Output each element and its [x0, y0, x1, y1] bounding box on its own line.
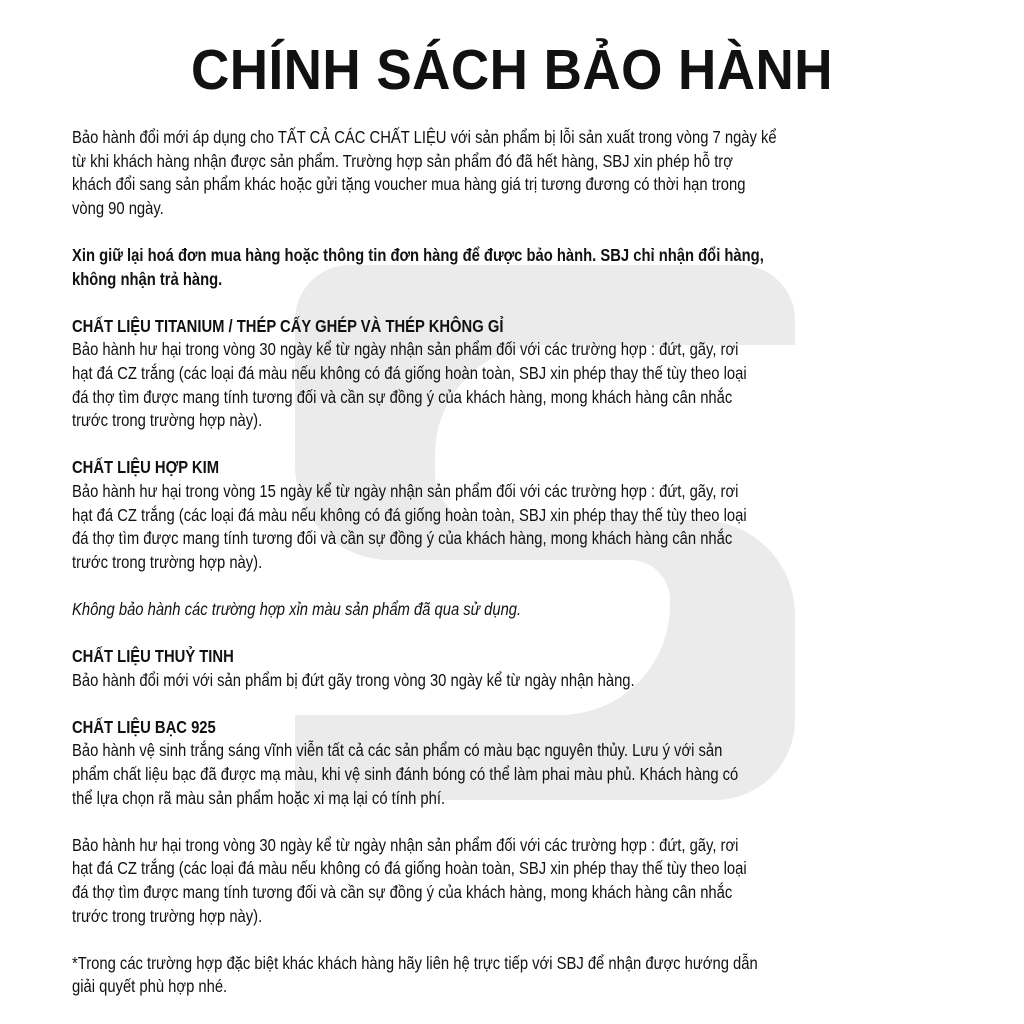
paragraph-gap: [72, 928, 1024, 952]
paragraph-gap: [72, 810, 1024, 834]
text-line: Không bảo hành các trường hợp xỉn màu sản phẩm đã qua sử dụng.: [72, 598, 522, 619]
section-heading: CHẤT LIỆU TITANIUM / THÉP CẤY GHÉP VÀ THÉP KHÔNG GỈ: [72, 315, 504, 336]
paragraph-gap: [72, 621, 1024, 645]
text-line: trước trong trường hợp này).: [72, 410, 263, 431]
paragraph-gap: [72, 574, 1024, 598]
paragraph-gap: [72, 291, 1024, 315]
policy-paragraph: [72, 126, 1024, 220]
policy-content: [72, 126, 1024, 999]
policy-paragraph: [72, 834, 1024, 928]
policy-paragraph: [72, 598, 1024, 622]
text-line: không nhận trả hàng.: [72, 268, 223, 289]
text-line: vòng 90 ngày.: [72, 197, 164, 218]
text-line: Bảo hành đổi mới áp dụng cho TẤT CẢ CÁC CHẤT LIỆU với sản phẩm bị lỗi sản xuất trong vòng 7 ngày kể: [72, 127, 777, 147]
text-line: *Trong các trường hợp đặc biệt khác khách hàng hãy liên hệ trực tiếp với SBJ để nhận được hướng dẫn: [72, 952, 758, 973]
text-line: đá thợ tìm được mang tính tương đối và cần sự đồng ý của khách hàng, mong khách hàng cân nhắc: [72, 386, 733, 407]
text-line: đá thợ tìm được mang tính tương đối và cần sự đồng ý của khách hàng, mong khách hàng cân nhắc: [72, 528, 733, 549]
text-line: Bảo hành hư hại trong vòng 30 ngày kể từ ngày nhận sản phẩm đối với các trường hợp : đứt, gãy, rơi: [72, 834, 739, 855]
policy-paragraph: [72, 244, 1024, 291]
policy-section: [72, 716, 1024, 810]
text-line: Xin giữ lại hoá đơn mua hàng hoặc thông tin đơn hàng để được bảo hành. SBJ chỉ nhận đổi hàng,: [72, 244, 764, 265]
paragraph-gap: [72, 220, 1024, 244]
policy-section: [72, 645, 1024, 692]
text-line: Bảo hành hư hại trong vòng 30 ngày kể từ ngày nhận sản phẩm đối với các trường hợp : đứt, gãy, rơi: [72, 339, 739, 360]
text-line: hạt đá CZ trắng (các loại đá màu nếu không có đá giống hoàn toàn, SBJ xin phép thay thế tùy theo loại: [72, 504, 747, 525]
text-line: hạt đá CZ trắng (các loại đá màu nếu không có đá giống hoàn toàn, SBJ xin phép thay thế tùy theo loại: [72, 858, 747, 879]
paragraph-gap: [72, 692, 1024, 716]
section-heading: CHẤT LIỆU HỢP KIM: [72, 457, 220, 478]
policy-section: [72, 456, 1024, 574]
text-line: giải quyết phù hợp nhé.: [72, 976, 228, 997]
page-title: CHÍNH SÁCH BẢO HÀNH: [190, 38, 833, 102]
text-line: Bảo hành hư hại trong vòng 15 ngày kể từ ngày nhận sản phẩm đối với các trường hợp : đứt, gãy, rơi: [72, 480, 739, 501]
text-line: trước trong trường hợp này).: [72, 905, 263, 926]
paragraph-gap: [72, 433, 1024, 457]
text-line: Bảo hành vệ sinh trắng sáng vĩnh viễn tất cả các sản phẩm có màu bạc nguyên thủy. Lưu ý với sản: [72, 740, 723, 761]
text-line: thể lựa chọn rã màu sản phẩm hoặc xi mạ lại có tính phí.: [72, 787, 446, 808]
text-line: trước trong trường hợp này).: [72, 551, 263, 572]
text-line: khách đổi sang sản phẩm khác hoặc gửi tặng voucher mua hàng giá trị tương đương có thời hạn trong: [72, 174, 746, 195]
text-line: phẩm chất liệu bạc đã được mạ màu, khi vệ sinh đánh bóng có thể làm phai màu phủ. Khách hàng có: [72, 764, 739, 785]
policy-section: [72, 315, 1024, 433]
text-line: từ khi khách hàng nhận được sản phẩm. Trường hợp sản phẩm đó đã hết hàng, SBJ xin phép hỗ trợ: [72, 150, 733, 171]
section-heading: CHẤT LIỆU BẠC 925: [72, 716, 216, 737]
text-line: đá thợ tìm được mang tính tương đối và cần sự đồng ý của khách hàng, mong khách hàng cân nhắc: [72, 882, 733, 902]
policy-paragraph: [72, 952, 1024, 999]
section-heading: CHẤT LIỆU THUỶ TINH: [72, 646, 234, 667]
text-line: Bảo hành đổi mới với sản phẩm bị đứt gãy trong vòng 30 ngày kể từ ngày nhận hàng.: [72, 669, 635, 690]
text-line: hạt đá CZ trắng (các loại đá màu nếu không có đá giống hoàn toàn, SBJ xin phép thay thế tùy theo loại: [72, 362, 747, 383]
